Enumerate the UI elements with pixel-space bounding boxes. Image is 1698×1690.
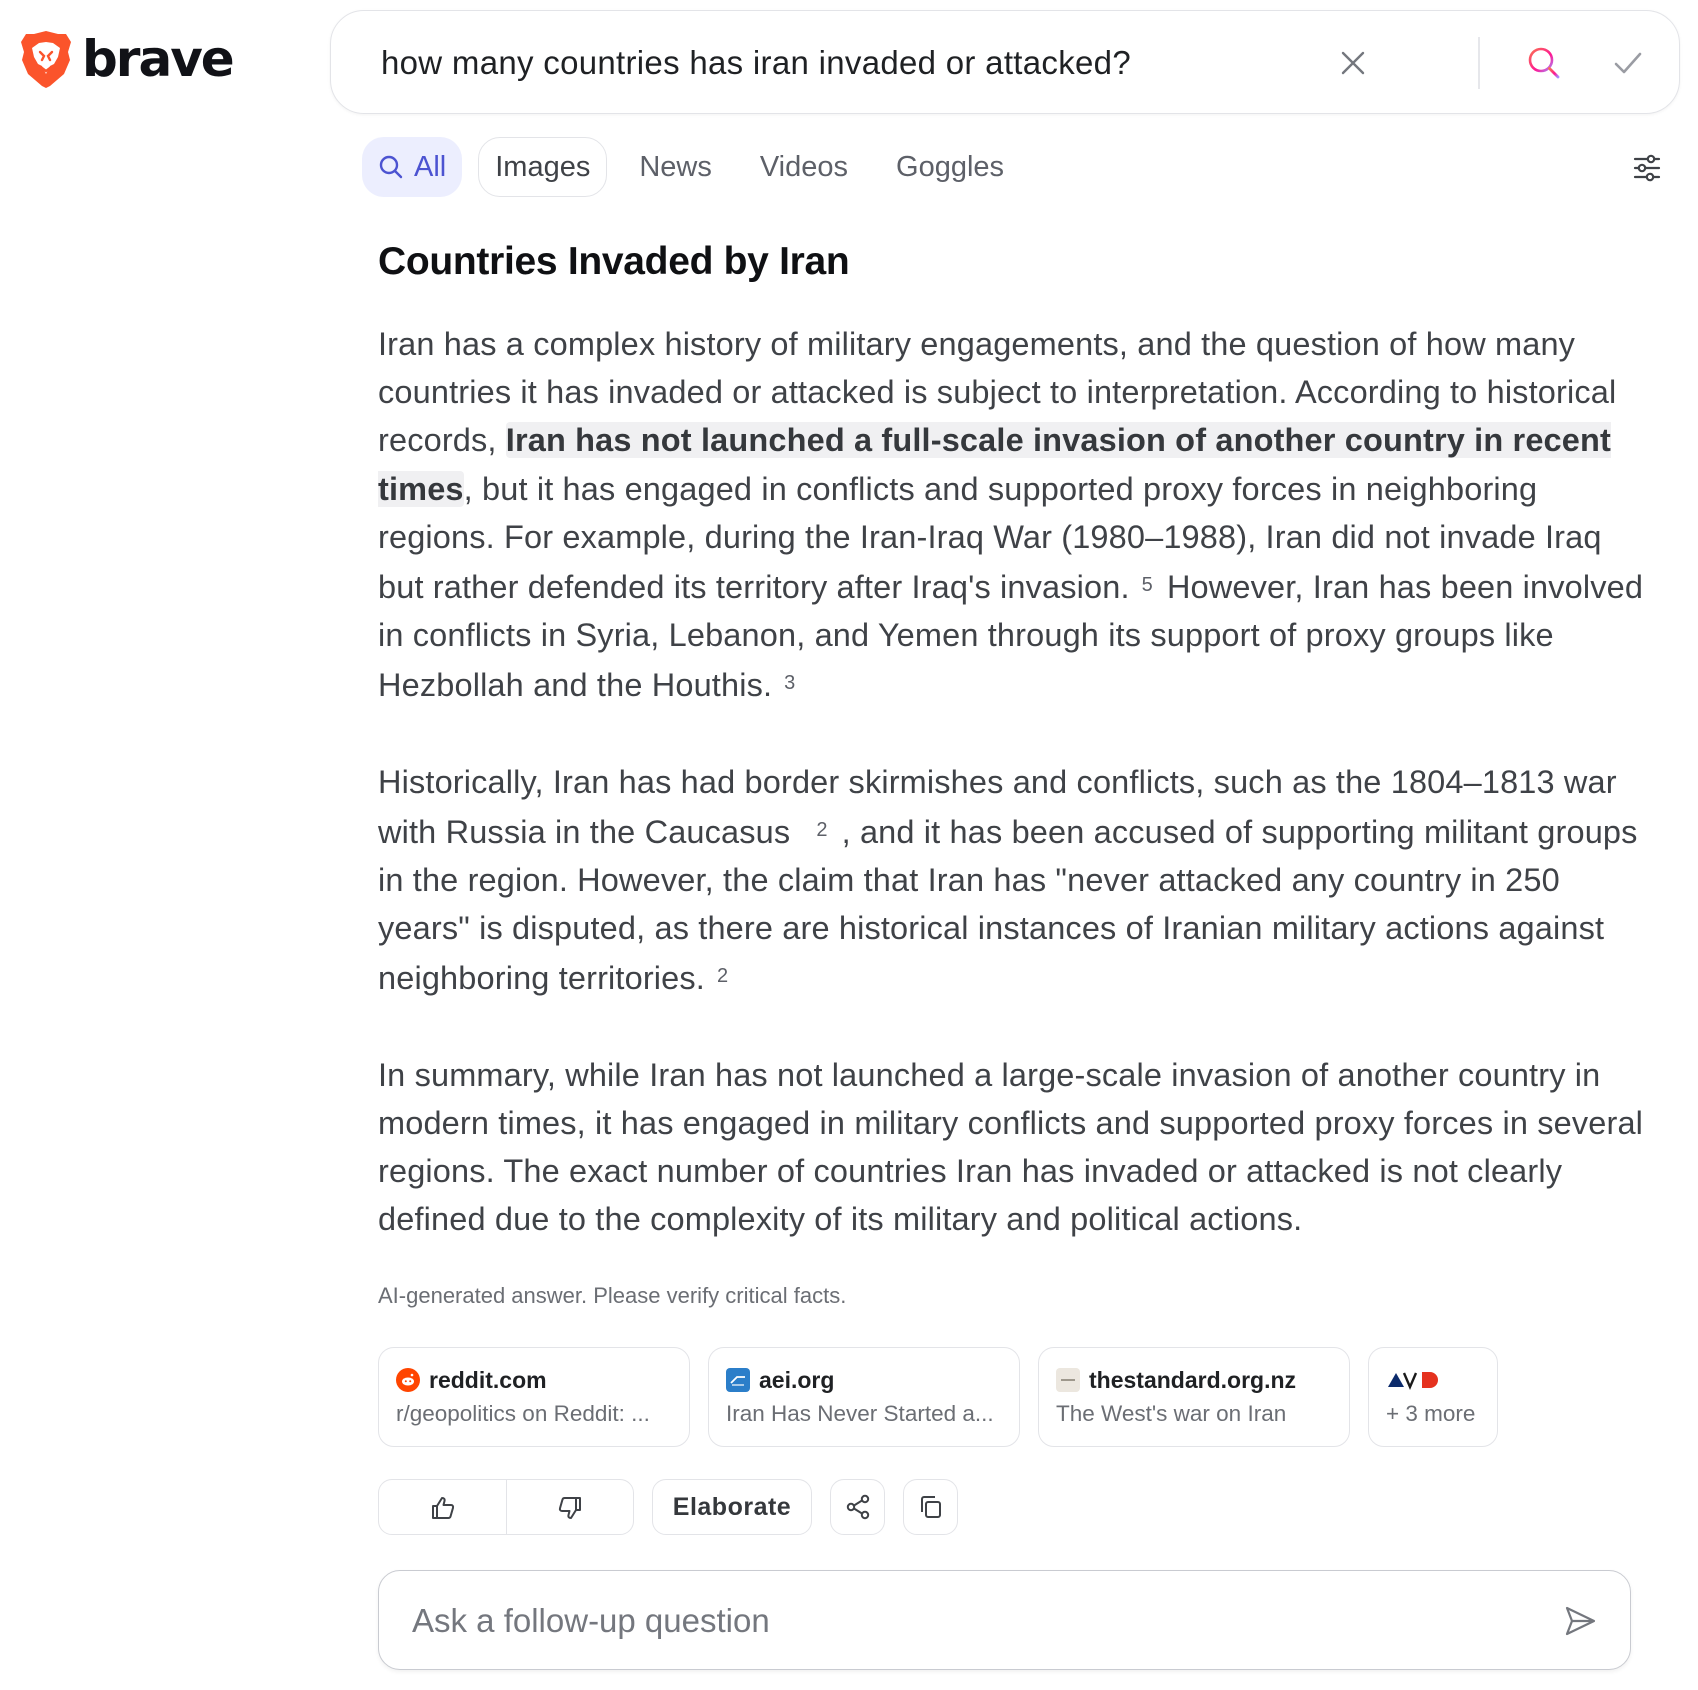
answer-paragraph-1 [378, 320, 1648, 710]
tab-news-label: News [639, 150, 712, 183]
copy-icon [917, 1493, 945, 1521]
source-title: The West's war on Iran [1056, 1401, 1287, 1426]
copy-button[interactable] [903, 1479, 958, 1535]
brave-logo[interactable] [20, 30, 233, 88]
tab-videos-label: Videos [759, 150, 849, 183]
submit-check-button[interactable] [1606, 41, 1650, 85]
p1-highlight: Iran has not launched a full-scale invasion of another country in recent times [378, 422, 1611, 507]
brave-lion-icon [20, 30, 72, 88]
send-icon [1562, 1603, 1598, 1639]
tab-all-label: All [414, 150, 447, 183]
more-sources-card[interactable] [1368, 1347, 1498, 1447]
source-domain: aei.org [759, 1366, 835, 1393]
source-title: r/geopolitics on Reddit: ... [396, 1401, 650, 1426]
tab-goggles-label: Goggles [896, 150, 1005, 183]
source-card[interactable] [708, 1347, 1020, 1447]
search-icon [378, 154, 404, 180]
p1-text-before: Iran has a complex history of military engagements, and the question of how many countries it has invaded or attacked is subject to interpretation. According to historical records, [378, 326, 1617, 459]
citation-link[interactable]: 3 [784, 672, 796, 695]
source-domain: reddit.com [429, 1366, 547, 1393]
tab-videos[interactable] [744, 137, 864, 197]
followup-box [378, 1570, 1631, 1670]
search-button[interactable] [1522, 41, 1566, 85]
p2-text-before: Historically, Iran has had border skirmishes and conflicts, such as the 1804–1813 war with Russia in the Caucasus [378, 763, 1617, 850]
p2-text-mid: , and it has been accused of supporting militant groups in the region. However, the claim that Iran has "never attacked any country in 250 years" is disputed, as there are historical instances of Iranian military actions against neighboring territories. [378, 813, 1638, 997]
citation-link[interactable]: 2 [816, 818, 828, 841]
tab-all[interactable] [362, 137, 462, 197]
ai-disclaimer: AI-generated answer. Please verify critical facts. [378, 1283, 847, 1308]
favicon-stack-icon [1386, 1369, 1442, 1391]
p1-text-mid: , but it has engaged in conflicts and supported proxy forces in neighboring regions. For example, during the Iran-Iraq War (1980–1988), Iran did not invade Iraq but rather defended its territory after Iraq's invasion. [378, 470, 1602, 606]
elaborate-button[interactable]: Elaborate [652, 1479, 812, 1535]
answer-paragraph-3: In summary, while Iran has not launched a large-scale invasion of another country in modern times, it has engaged in military conflicts and supported proxy forces in several regions. The exact number of countries Iran has invaded or attacked is not clearly defined due to the complexity of its military and political actions. [378, 1056, 1644, 1238]
search-query[interactable]: how many countries has iran invaded or attacked? [381, 44, 1131, 81]
source-title: Iran Has Never Started a... [726, 1401, 994, 1426]
thumbs-up-icon [429, 1494, 457, 1522]
tab-images[interactable] [478, 137, 607, 197]
tab-goggles[interactable] [880, 137, 1020, 197]
tab-news[interactable] [623, 137, 728, 197]
share-button[interactable] [830, 1479, 885, 1535]
p1-text-after: However, Iran has been involved in conflicts in Syria, Lebanon, and Yemen through its support of proxy groups like Hezbollah and the Houthis. [378, 569, 1644, 704]
ai-answer [378, 240, 1648, 1243]
answer-title: Countries Invaded by Iran [378, 240, 850, 283]
share-icon [844, 1493, 872, 1521]
close-icon [1340, 50, 1366, 76]
thumbs-up-button[interactable] [379, 1480, 506, 1535]
answer-paragraph-2 [378, 758, 1648, 1003]
search-icon [1526, 45, 1562, 81]
thumbs-down-button[interactable] [506, 1480, 633, 1535]
clear-search-button[interactable] [1331, 41, 1375, 85]
followup-input[interactable] [412, 1571, 1512, 1671]
citation-link[interactable]: 2 [716, 965, 729, 988]
source-card[interactable] [378, 1347, 690, 1447]
search-settings-button[interactable] [1627, 148, 1667, 188]
more-sources-favicons [1386, 1366, 1480, 1394]
check-icon [1613, 48, 1643, 78]
citation-link[interactable]: 5 [1141, 574, 1153, 597]
thumbs-down-icon [556, 1494, 584, 1522]
reddit-icon [396, 1368, 420, 1392]
tab-images-label: Images [495, 150, 591, 183]
search-divider [1478, 37, 1480, 89]
feedback-group [378, 1479, 634, 1535]
search-box[interactable] [330, 10, 1680, 114]
brave-wordmark: brave [82, 30, 233, 88]
sliders-icon [1627, 148, 1667, 188]
source-domain: thestandard.org.nz [1089, 1366, 1297, 1393]
send-button[interactable] [1562, 1603, 1598, 1639]
answer-actions [378, 1479, 958, 1535]
more-sources-label: + 3 more [1386, 1401, 1476, 1426]
aei-icon [726, 1368, 750, 1392]
thestandard-icon [1056, 1368, 1080, 1392]
search-tabs [362, 137, 1020, 197]
source-cards [378, 1347, 1498, 1447]
source-card[interactable] [1038, 1347, 1350, 1447]
